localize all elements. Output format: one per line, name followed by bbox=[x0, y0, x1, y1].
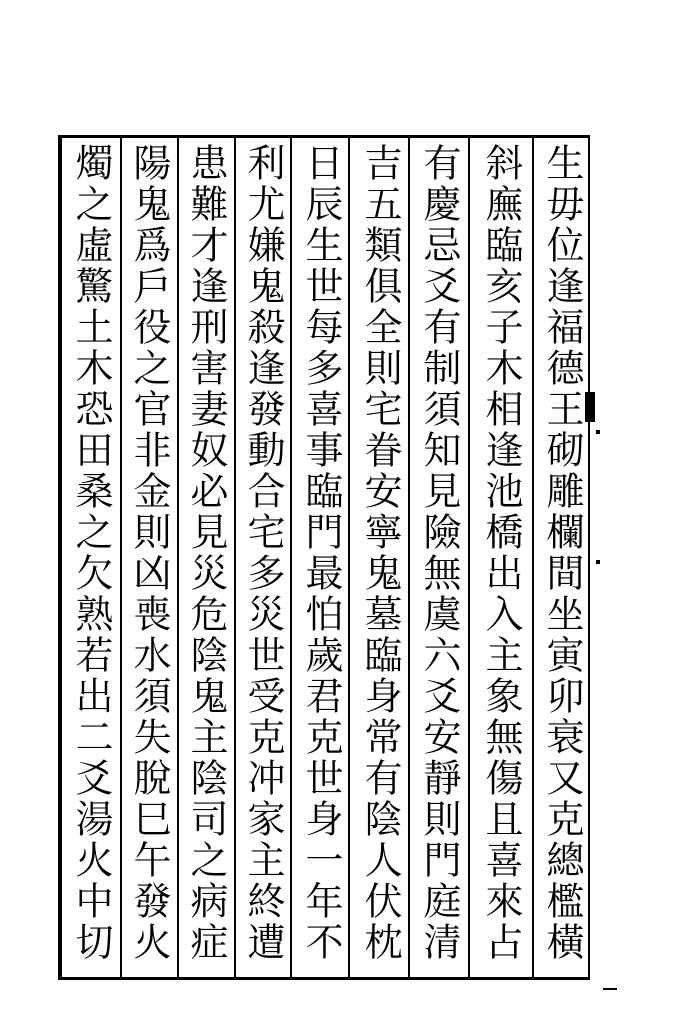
text-column-2: 斜廡臨亥子木相逢池橋出入主象無傷且喜來占 bbox=[479, 143, 523, 963]
text-column-5: 日辰生世每多喜事臨門最怕歲君克世身一年不 bbox=[299, 143, 343, 963]
text-column-7: 患難才逢刑害妻奴必見災危陰鬼主陰司之病症 bbox=[184, 143, 228, 963]
column-rule bbox=[408, 135, 410, 980]
fold-dot bbox=[596, 560, 600, 564]
column-rule bbox=[234, 135, 236, 980]
text-column-1: 生毋位逢福德王砌雕欄間坐寅卯衰又克總檻橫 bbox=[540, 143, 584, 963]
column-rule bbox=[290, 135, 292, 980]
column-rule bbox=[120, 135, 122, 980]
page-left-edge bbox=[58, 135, 62, 980]
column-rule bbox=[348, 135, 350, 980]
text-column-4: 吉五類俱全則宅眷安寧鬼墓臨身常有陰人伏枕 bbox=[358, 143, 402, 963]
column-rule bbox=[532, 135, 534, 980]
edge-mark bbox=[603, 988, 617, 990]
column-rule bbox=[588, 135, 590, 980]
column-rule bbox=[468, 135, 470, 980]
fold-mark bbox=[585, 392, 595, 422]
fold-dot bbox=[596, 430, 600, 434]
text-column-8: 陽鬼爲戶役之官非金則凶喪水須失脫巳午發火 bbox=[127, 143, 171, 963]
text-column-6: 利尤嫌鬼殺逢發動合宅多災世受克冲家主終遭 bbox=[241, 143, 285, 963]
column-rule bbox=[177, 135, 179, 980]
text-column-9: 燭之虛驚土木恐田桑之欠熟若出二爻湯火中切 bbox=[69, 143, 113, 963]
text-column-3: 有慶忌爻有制須知見險無虞六爻安靜則門庭清 bbox=[417, 143, 461, 963]
